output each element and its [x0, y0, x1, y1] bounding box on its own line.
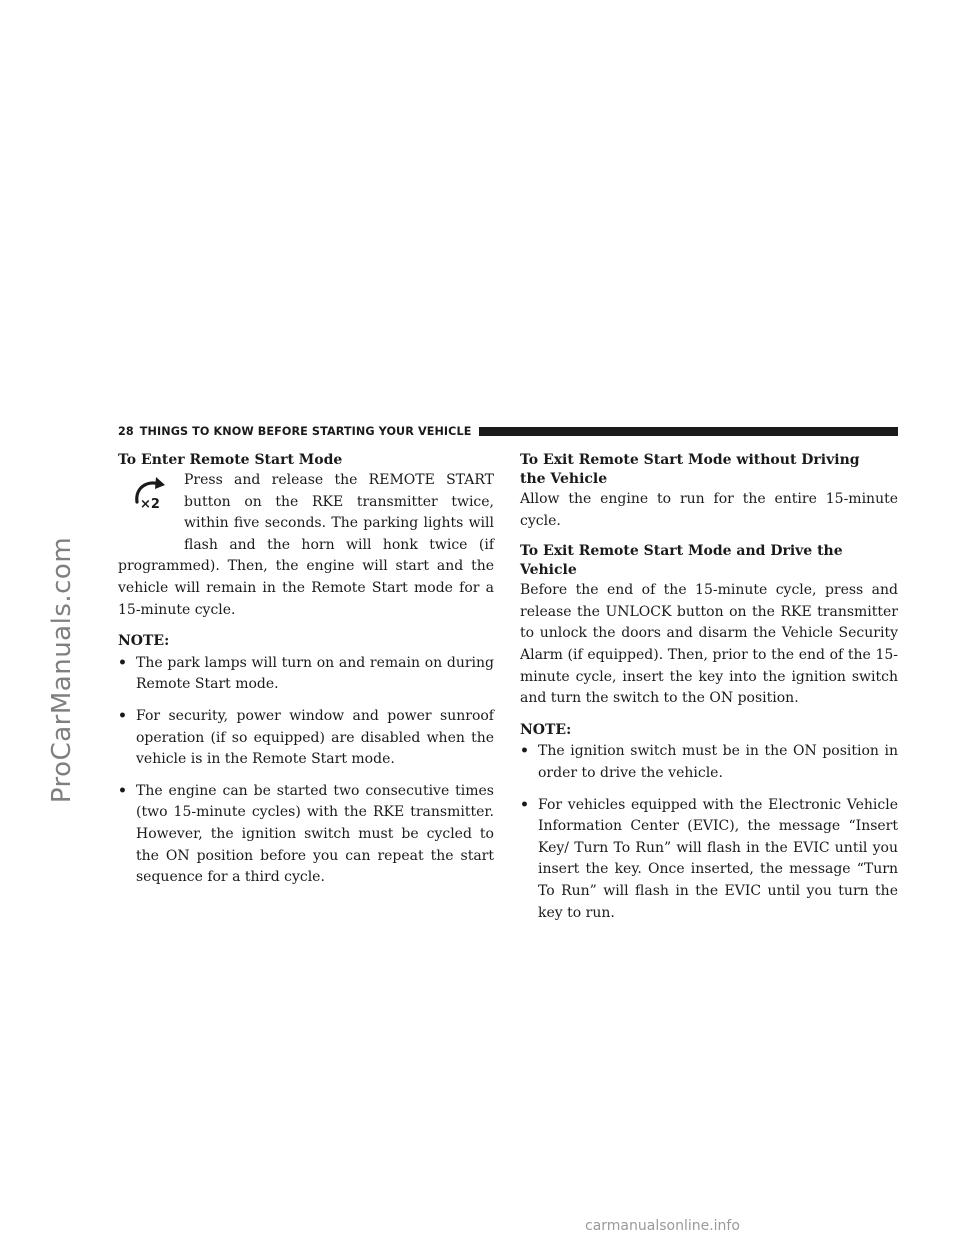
exit-without-driving-text: Allow the engine to run for the entire 15-minute cycle.	[520, 491, 898, 529]
list-item: • The park lamps will turn on and remain on during Remote Start mode.	[118, 654, 494, 693]
side-watermark: ProCarManuals.com	[47, 536, 77, 804]
remote-start-x2-icon	[118, 474, 184, 540]
section-title: THINGS TO KNOW BEFORE STARTING YOUR VEHICLE	[139, 424, 472, 438]
page-number: 28	[118, 424, 134, 438]
enter-remote-start-text: Press and release the REMOTE START button on the RKE transmitter twice, within five seconds. The parking lights will flash and the horn will honk twice (if programmed). Then, the engine will start and the vehicle will remain in the Remote Start mode for a 15-minute cycle.	[118, 472, 494, 618]
left-note-label: NOTE:	[118, 633, 170, 650]
list-item: • The ignition switch must be in the ON position in order to drive the vehicle.	[520, 743, 898, 781]
right-note-list	[520, 741, 898, 924]
list-item: • For vehicles equipped with the Electronic Vehicle Information Center (EVIC), the message “Insert Key/ Turn To Run” will flash in the EVIC until you insert the key. Once inserted, the message “Turn To Run” will flash in the EVIC until you turn the key to run.	[520, 796, 898, 921]
enter-remote-start-heading: To Enter Remote Start Mode	[118, 452, 343, 468]
list-item: • For security, power window and power sunroof operation (if so equipped) are disabled when the vehicle is in the Remote Start mode.	[118, 707, 494, 768]
page-header	[118, 424, 898, 438]
right-column	[520, 451, 898, 934]
exit-and-drive-text: Before the end of the 15-minute cycle, press and release the UNLOCK button on the RKE transmitter to unlock the doors and disarm the Vehicle Security Alarm (if equipped). Then, prior to the end of the 15-minute cycle, insert the key into the ignition switch and turn the switch to the ON position.	[520, 582, 898, 707]
left-column	[118, 451, 494, 899]
left-note-list	[118, 653, 494, 889]
list-item: • The engine can be started two consecutive times (two 15-minute cycles) with the RKE transmitter. However, the ignition switch must be cycled to the ON position before you can repeat the start sequence for a third cycle.	[118, 782, 494, 886]
svg-text:×2: ×2	[140, 497, 160, 512]
exit-and-drive-heading: To Exit Remote Start Mode and Drive the Vehicle	[520, 543, 843, 579]
exit-without-driving-heading: To Exit Remote Start Mode without Driving the Vehicle	[520, 452, 860, 487]
right-note-label: NOTE:	[520, 721, 572, 738]
header-rule	[479, 427, 898, 436]
bottom-watermark: carmanualsonline.info	[585, 1218, 740, 1234]
